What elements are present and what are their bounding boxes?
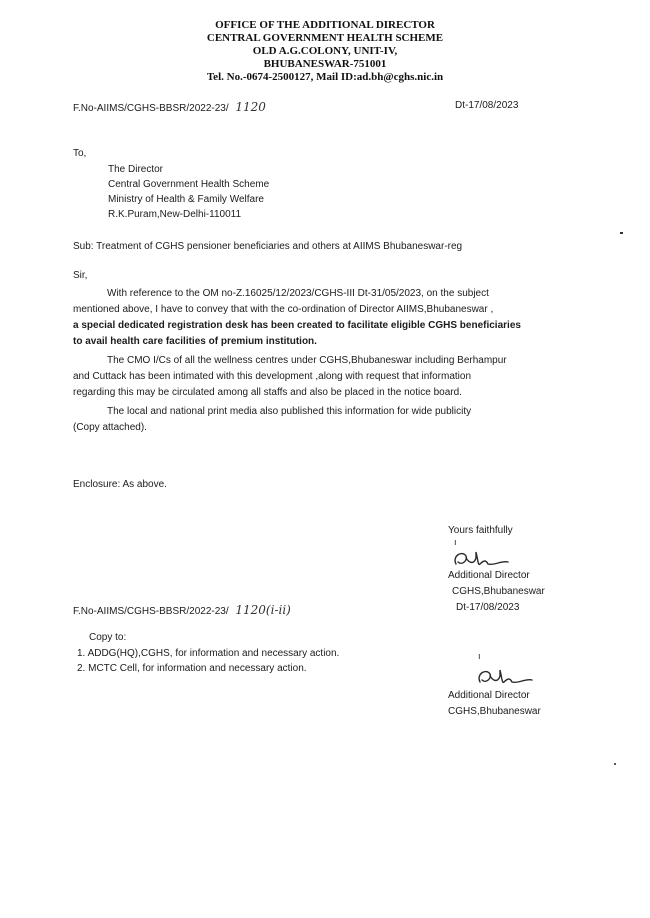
letterhead-line1: OFFICE OF THE ADDITIONAL DIRECTOR: [215, 19, 435, 31]
signature-tick: ı: [454, 538, 457, 548]
file-number-handwritten: 1120: [235, 100, 266, 114]
letterhead-line3: OLD A.G.COLONY, UNIT-IV,: [252, 45, 398, 57]
addressee-line: Central Government Health Scheme: [108, 179, 270, 190]
body-bold-line: to avail health care facilities of premium institution.: [73, 336, 317, 347]
to-label: To,: [73, 148, 87, 159]
enclosure-note: Enclosure: As above.: [73, 479, 167, 490]
signature-2: [474, 666, 544, 690]
body-line: mentioned above, I have to convey that with the co-ordination of Director AIIMS,Bhubaneswar ,: [73, 304, 494, 315]
body-line: The local and national print media also published this information for wide publicity: [107, 406, 472, 417]
signature-tick: ı: [478, 652, 481, 662]
subject-line: Sub: Treatment of CGHS pensioner beneficiaries and others at AIIMS Bhubaneswar-reg: [73, 241, 463, 252]
signatory-designation-2: Additional Director: [448, 690, 530, 701]
copy-to-label: Copy to:: [89, 632, 127, 643]
signature-1: [450, 546, 520, 572]
body-line: With reference to the OM no-Z.16025/12/2023/CGHS-III Dt-31/05/2023, on the subject: [107, 288, 489, 299]
copy-file-number-handwritten: 1120(i-ii): [235, 603, 291, 617]
addressee-line: R.K.Puram,New-Delhi-110011: [108, 209, 242, 220]
salutation: Sir,: [73, 270, 88, 281]
signatory-office-2: CGHS,Bhubaneswar: [448, 706, 541, 717]
body-line: regarding this may be circulated among all staffs and also be placed in the notice board.: [73, 387, 462, 398]
signatory-designation: Additional Director: [448, 570, 530, 581]
body-bold-line: a special dedicated registration desk has been created to facilitate eligible CGHS beneficiaries: [73, 320, 521, 331]
closing: Yours faithfully: [448, 525, 513, 536]
file-number: F.No-AIIMS/CGHS-BBSR/2022-23/ 1120: [73, 100, 266, 114]
scan-speck: [620, 232, 623, 234]
body-line: and Cuttack has been intimated with this development ,along with request that information: [73, 371, 472, 382]
body-line: (Copy attached).: [73, 422, 147, 433]
copy-file-number: F.No-AIIMS/CGHS-BBSR/2022-23/ 1120(i-ii): [73, 603, 291, 617]
letterhead-line2: CENTRAL GOVERNMENT HEALTH SCHEME: [206, 32, 444, 44]
letter-date: Dt-17/08/2023: [455, 100, 519, 111]
letterhead-line4: BHUBANESWAR-751001: [263, 58, 387, 70]
signatory-date: Dt-17/08/2023: [456, 602, 520, 613]
scan-speck: [614, 763, 616, 765]
addressee-line: The Director: [108, 164, 164, 175]
signatory-office: CGHS,Bhubaneswar: [452, 586, 545, 597]
body-line: The CMO I/Cs of all the wellness centres under CGHS,Bhubaneswar including Berhampur: [107, 355, 507, 366]
addressee-line: Ministry of Health & Family Welfare: [108, 194, 264, 205]
letterhead-line5: Tel. No.-0674-2500127, Mail ID:ad.bh@cghs.nic.in: [206, 71, 444, 83]
copy-item: 2. MCTC Cell, for information and necessary action.: [77, 663, 307, 674]
copy-item: 1. ADDG(HQ),CGHS, for information and necessary action.: [77, 648, 340, 659]
